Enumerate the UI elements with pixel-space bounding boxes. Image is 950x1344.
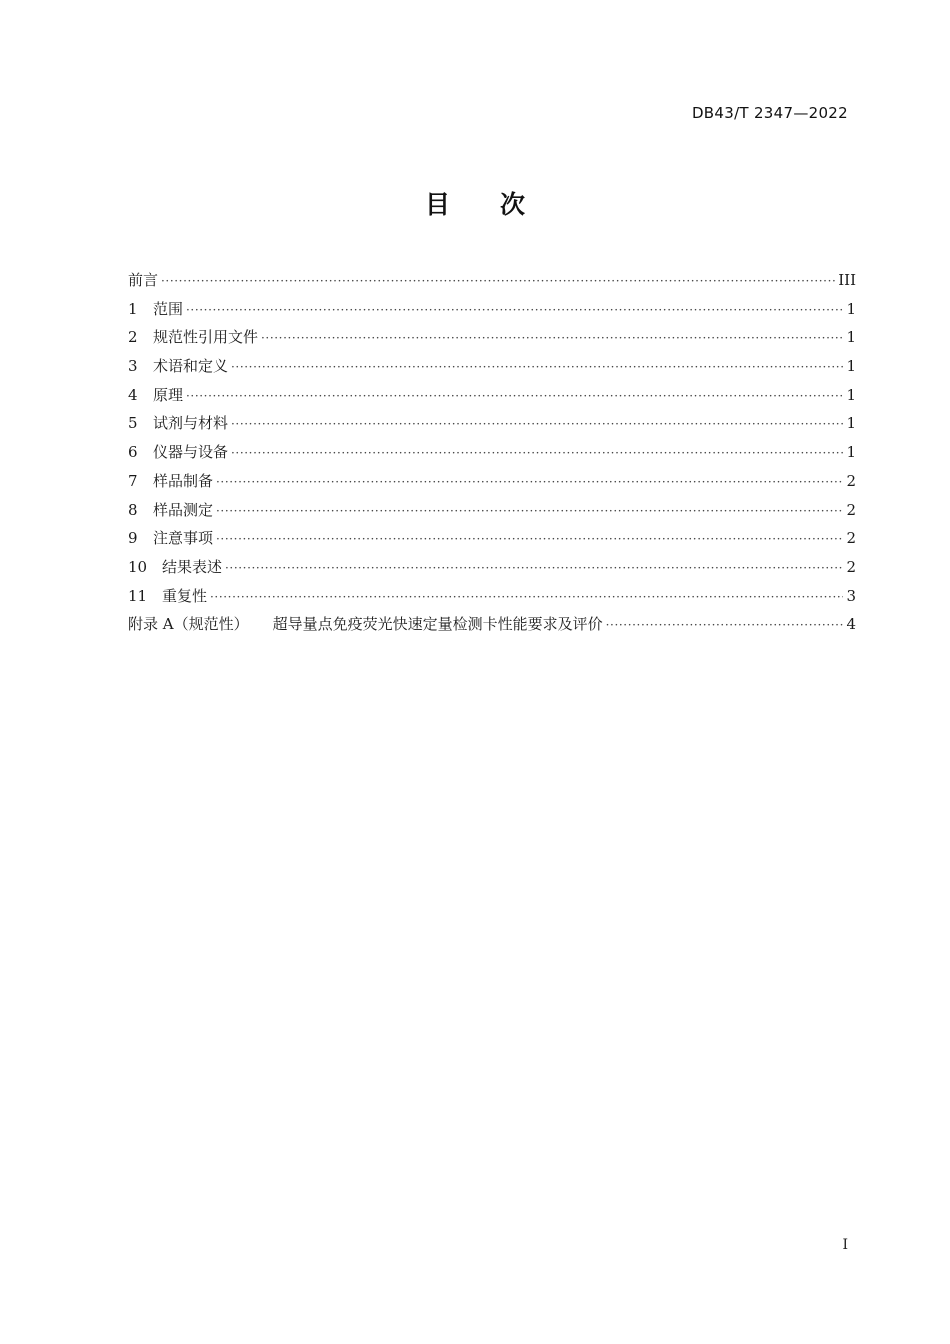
toc-leader-dots bbox=[186, 382, 843, 411]
toc-entry-page: III bbox=[838, 271, 856, 289]
toc-entry-page: 1 bbox=[846, 443, 856, 462]
toc-leader-dots bbox=[210, 583, 843, 612]
toc-entry-page: 2 bbox=[846, 557, 856, 576]
toc-entry-page: 1 bbox=[846, 385, 856, 404]
toc-entry-5[interactable] bbox=[128, 409, 856, 438]
toc-entry-9[interactable] bbox=[128, 524, 856, 553]
toc-entry-1[interactable] bbox=[128, 295, 856, 324]
toc-leader-dots bbox=[231, 439, 843, 468]
toc-leader-dots bbox=[231, 353, 843, 382]
toc-leader-dots bbox=[161, 267, 835, 296]
toc-entry-4[interactable] bbox=[128, 381, 856, 410]
toc-entry-label: 术语和定义 bbox=[153, 357, 229, 376]
toc-entry-page: 1 bbox=[846, 299, 856, 318]
toc-entry-number: 11 bbox=[128, 586, 148, 605]
toc-entry-foreword[interactable] bbox=[128, 266, 856, 295]
toc-entry-number: 9 bbox=[128, 529, 138, 548]
toc-entry-8[interactable] bbox=[128, 496, 856, 525]
toc-entry-page: 1 bbox=[846, 414, 856, 433]
toc-entry-number: 10 bbox=[128, 557, 148, 576]
toc-entry-label: 超导量点免疫荧光快速定量检测卡性能要求及评价 bbox=[272, 615, 603, 634]
toc-entry-page: 1 bbox=[846, 328, 856, 347]
toc-entry-number: 3 bbox=[128, 357, 138, 376]
toc-entry-label: 仪器与设备 bbox=[153, 443, 229, 462]
toc-leader-dots bbox=[231, 410, 843, 439]
toc-entry-label: 样品制备 bbox=[153, 471, 214, 490]
toc-entry-number: 1 bbox=[128, 299, 138, 318]
toc-leader-dots bbox=[186, 296, 843, 325]
toc-entry-page: 1 bbox=[846, 357, 856, 376]
toc-leader-dots bbox=[606, 611, 844, 640]
toc-entry-label: 前言 bbox=[128, 271, 159, 289]
toc-entry-label: 样品测定 bbox=[153, 500, 214, 519]
toc-entry-page: 2 bbox=[846, 471, 856, 490]
toc-entry-label: 结果表述 bbox=[162, 557, 223, 576]
toc-entry-7[interactable] bbox=[128, 467, 856, 496]
toc-leader-dots bbox=[216, 468, 843, 497]
toc-entry-label: 注意事项 bbox=[153, 529, 214, 548]
toc-entry-number: 4 bbox=[128, 385, 138, 404]
table-of-contents bbox=[128, 266, 856, 639]
page-title: 目次 bbox=[424, 190, 575, 219]
toc-entry-page: 2 bbox=[846, 500, 856, 519]
toc-entry-6[interactable] bbox=[128, 438, 856, 467]
toc-entry-label: 试剂与材料 bbox=[153, 414, 229, 433]
toc-leader-dots bbox=[216, 525, 843, 554]
toc-entry-appendix-a[interactable] bbox=[128, 610, 856, 639]
toc-entry-label: 重复性 bbox=[162, 586, 208, 605]
toc-entry-page: 3 bbox=[846, 586, 856, 605]
toc-entry-number: 2 bbox=[128, 328, 138, 347]
toc-entry-page: 4 bbox=[846, 615, 856, 634]
toc-entry-2[interactable] bbox=[128, 323, 856, 352]
toc-entry-label: 原理 bbox=[153, 385, 184, 404]
toc-entry-11[interactable] bbox=[128, 582, 856, 611]
toc-leader-dots bbox=[216, 497, 843, 526]
toc-entry-label: 规范性引用文件 bbox=[153, 328, 259, 347]
toc-entry-page: 2 bbox=[846, 529, 856, 548]
document-code: DB43/T 2347—2022 bbox=[691, 104, 848, 122]
toc-entry-3[interactable] bbox=[128, 352, 856, 381]
toc-entry-number: 7 bbox=[128, 471, 138, 490]
toc-leader-dots bbox=[261, 324, 843, 353]
toc-entry-10[interactable] bbox=[128, 553, 856, 582]
toc-entry-label: 范围 bbox=[153, 299, 184, 318]
toc-entry-number: 5 bbox=[128, 414, 138, 433]
toc-entry-number: 8 bbox=[128, 500, 138, 519]
toc-leader-dots bbox=[225, 554, 843, 583]
page-number: I bbox=[842, 1237, 848, 1253]
toc-appendix-prefix: 附录 A（规范性） bbox=[128, 615, 249, 634]
toc-entry-number: 6 bbox=[128, 443, 138, 462]
